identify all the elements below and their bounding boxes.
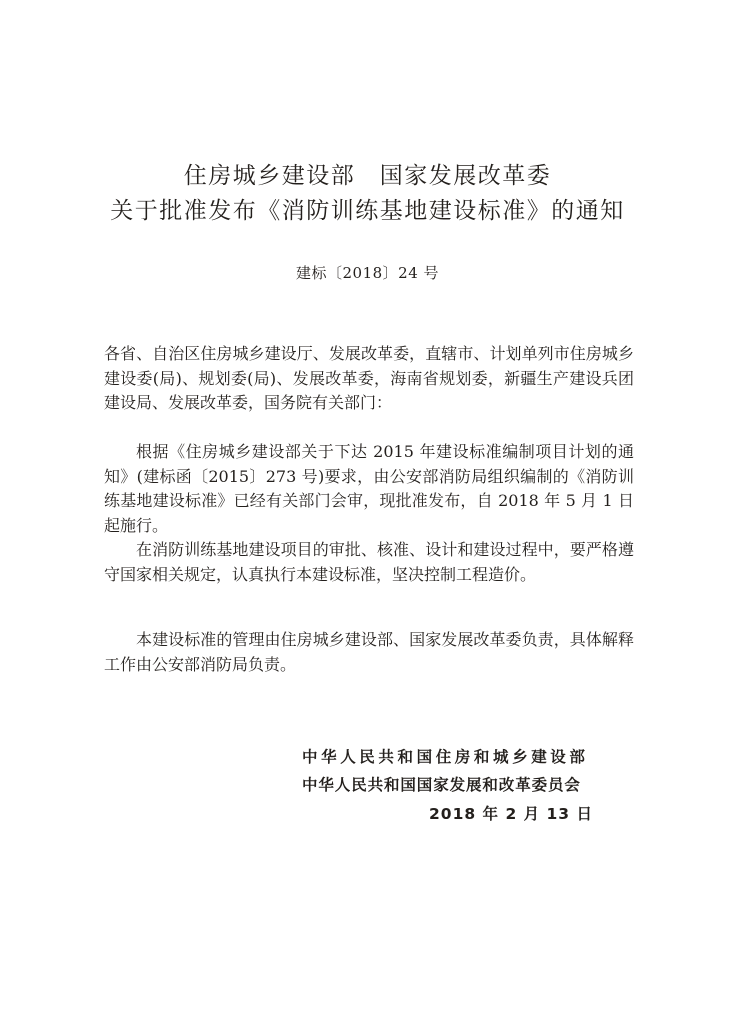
issue-date: 2018 年 2 月 13 日 — [429, 805, 593, 823]
issuer-ministry-housing: 中华人民共和国住房和城乡建设部 — [302, 748, 589, 766]
notice-title-line-1: 住房城乡建设部 国家发展改革委 — [183, 163, 552, 189]
body-paragraph-1: 根据《住房城乡建设部关于下达 2015 年建设标准编制项目计划的通知》(建标函〔2015〕273 号)要求，由公安部消防局组织编制的《消防训练基地建设标准》已经有关部门会审，现批准发布，自 2018 年 5 月 1 日起施行。 — [104, 442, 634, 535]
addressee-paragraph: 各省、自治区住房城乡建设厅、发展改革委，直辖市、计划单列市住房城乡建设委(局)、规划委(局)、发展改革委，海南省规划委，新疆生产建设兵团建设局、发展改革委，国务院有关部门： — [104, 344, 634, 412]
body-paragraph-block-2 — [104, 538, 634, 587]
document-number: 建标〔2018〕24 号 — [295, 264, 440, 282]
addressee-block — [104, 342, 634, 416]
body-paragraph-3: 本建设标准的管理由住房城乡建设部、国家发展改革委负责，具体解释工作由公安部消防局负责。 — [104, 630, 634, 674]
issuer-ndrc: 中华人民共和国国家发展和改革委员会 — [302, 776, 581, 794]
body-paragraph-block-1 — [104, 440, 634, 538]
notice-title-line-2: 关于批准发布《消防训练基地建设标准》的通知 — [110, 198, 625, 224]
body-paragraph-block-3 — [104, 628, 634, 677]
body-paragraph-2: 在消防训练基地建设项目的审批、核准、设计和建设过程中，要严格遵守国家相关规定，认真执行本建设标准，坚决控制工程造价。 — [104, 540, 634, 584]
